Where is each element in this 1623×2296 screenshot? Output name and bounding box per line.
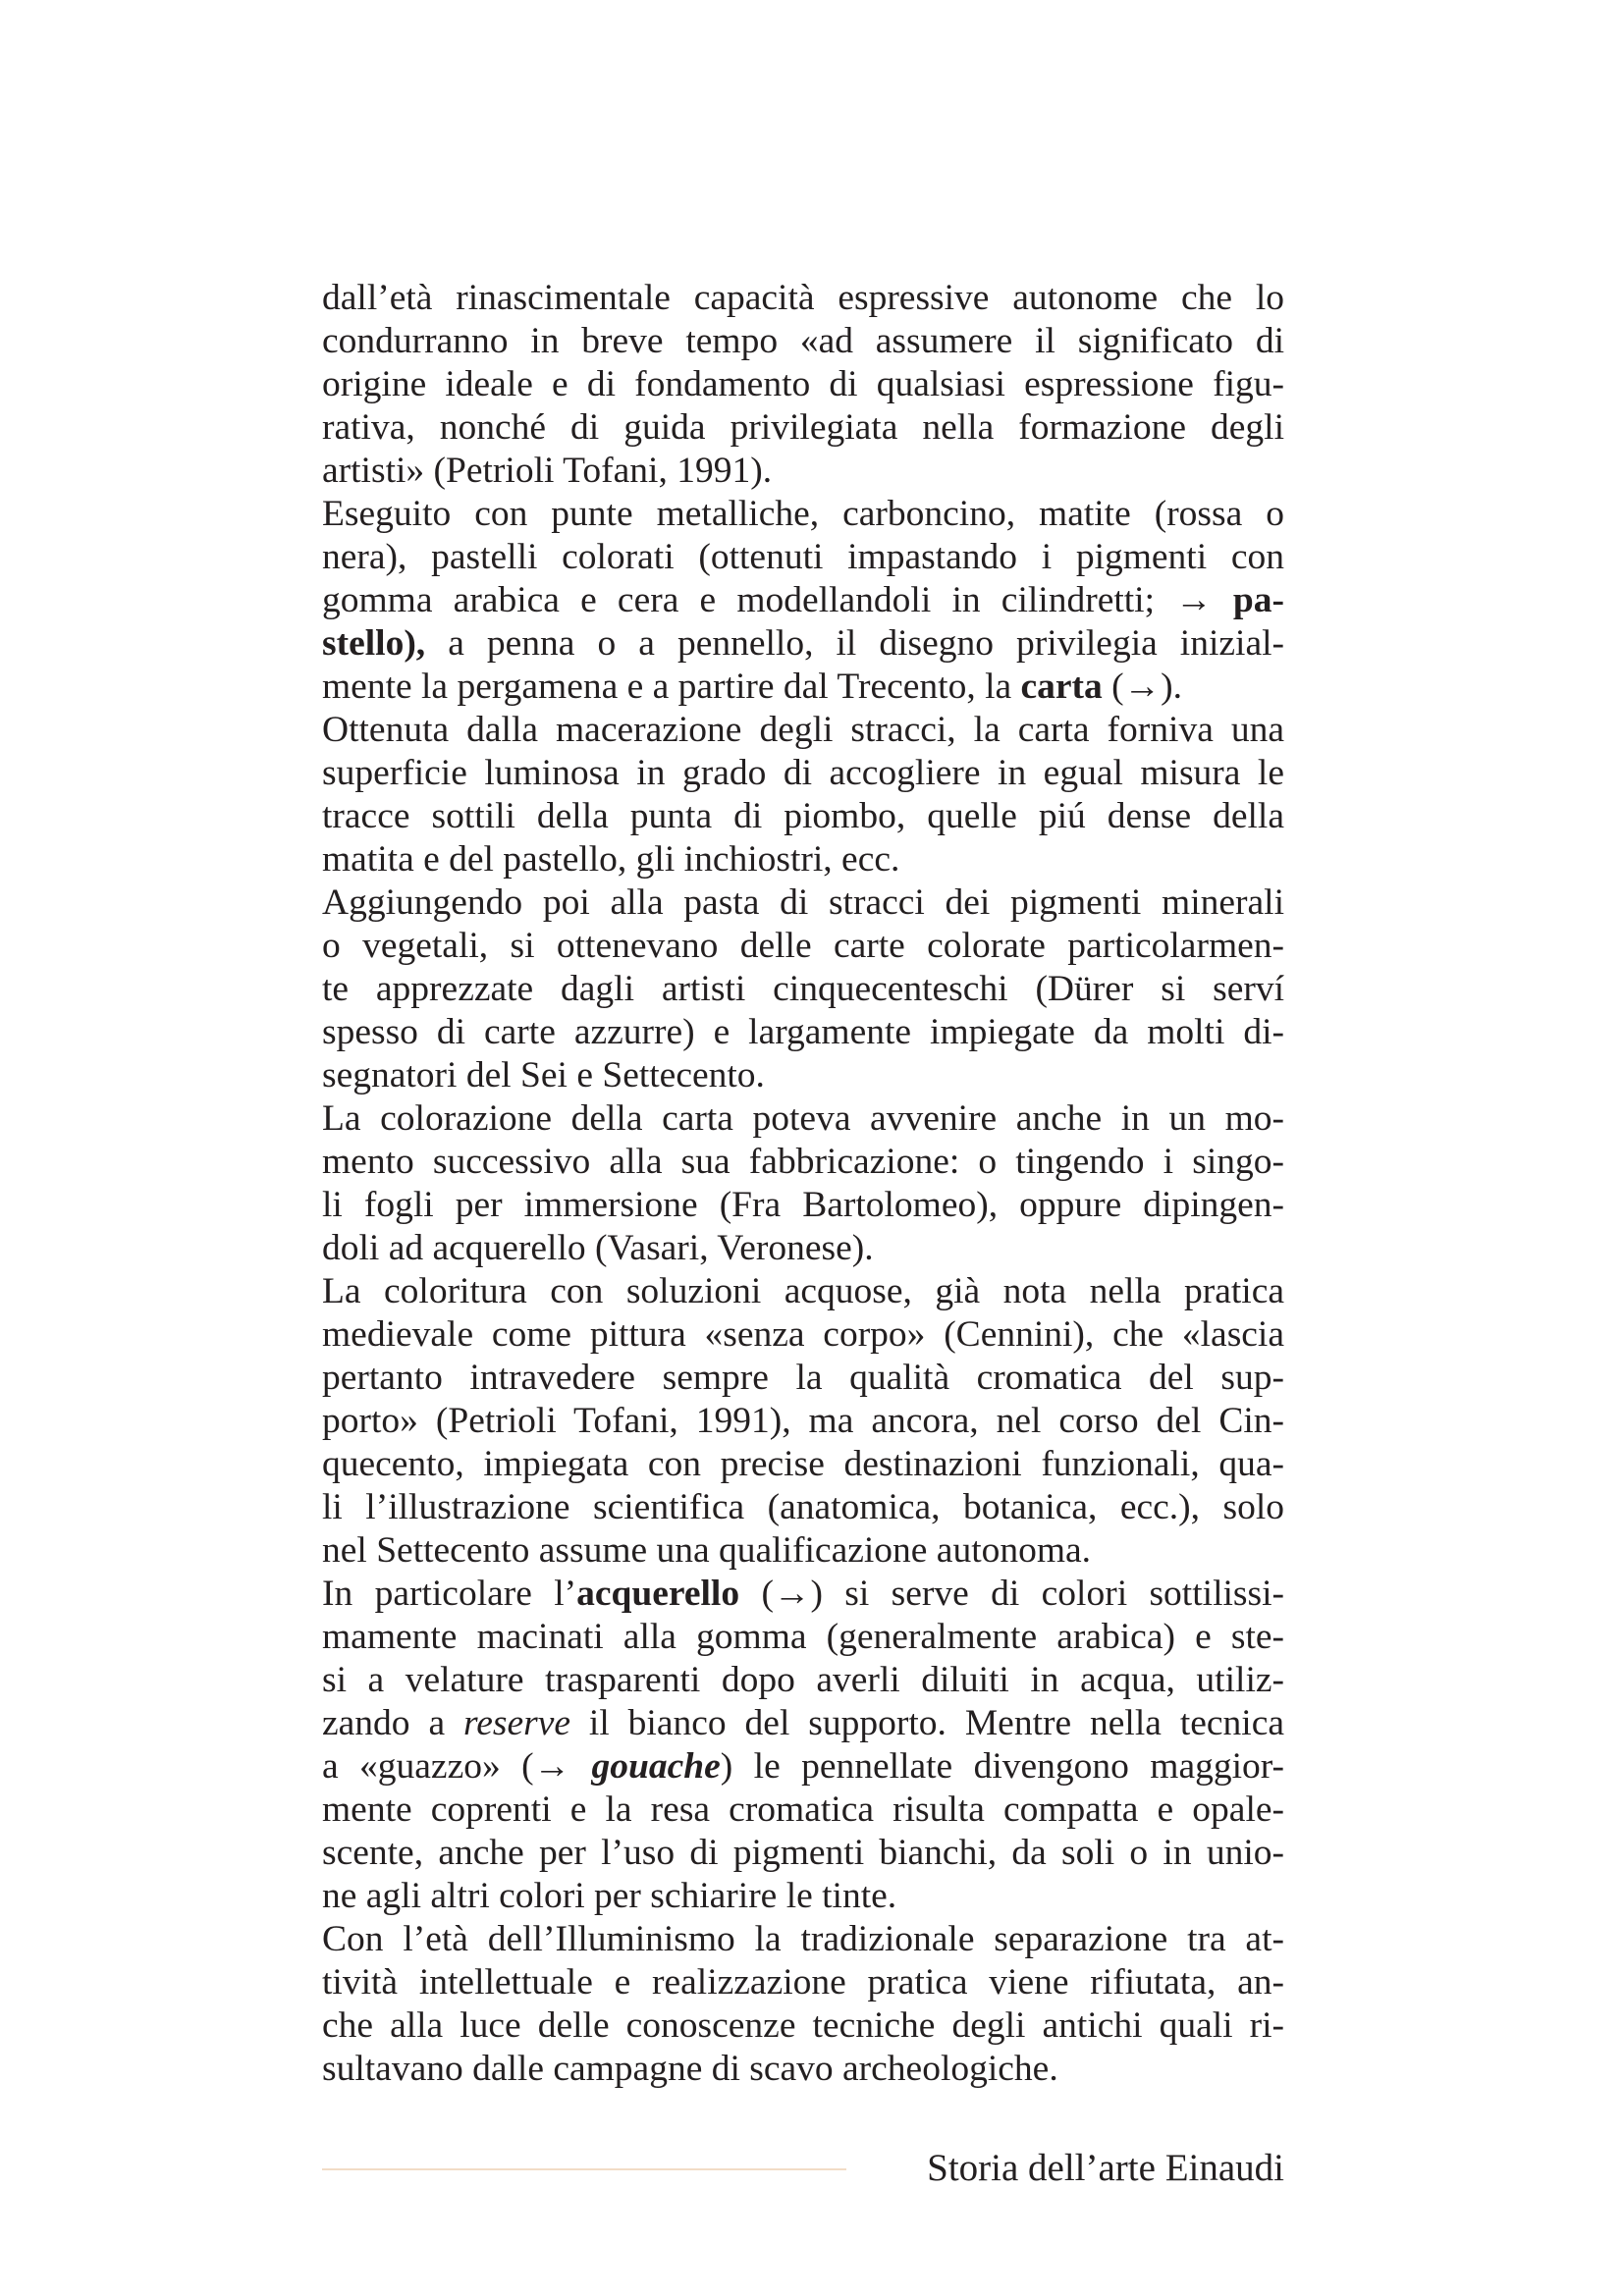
text-run: che alla luce delle conoscenze tecniche degli antichi quali ri-: [322, 2005, 1284, 2046]
text-run: mamente macinati alla gomma (generalmente arabica) e ste-: [322, 1617, 1284, 1657]
text-run: li l’illustrazione scientifica (anatomica, botanica, ecc.), solo: [322, 1487, 1284, 1527]
text-line: [322, 1011, 1284, 1054]
text-run: te apprezzate dagli artisti cinquecenteschi (Dürer si serví: [322, 969, 1284, 1009]
text-run: gomma arabica e cera e modellandoli in cilindretti; →: [322, 580, 1233, 620]
text-line: [322, 968, 1284, 1011]
text-line: [322, 1227, 1284, 1270]
text-run: superficie luminosa in grado di accogliere in egual misura le: [322, 753, 1284, 793]
text-line: [322, 838, 1284, 881]
text-line: [322, 450, 1284, 493]
text-line: [322, 1486, 1284, 1529]
text-run: nera), pastelli colorati (ottenuti impastando i pigmenti con: [322, 537, 1284, 577]
emphasis-term: acquerello: [576, 1574, 740, 1614]
text-run: li fogli per immersione (Fra Bartolomeo), oppure dipingen-: [322, 1185, 1284, 1225]
text-line: [322, 363, 1284, 406]
text-line: [322, 1961, 1284, 2004]
footer-rule: [322, 2168, 846, 2170]
text-run: origine ideale e di fondamento di qualsiasi espressione figu-: [322, 364, 1284, 404]
text-line: [322, 2048, 1284, 2091]
text-run: (→) si serve di colori sottilissi-: [739, 1574, 1284, 1614]
emphasis-term: gouache: [591, 1746, 721, 1787]
text-line: [322, 277, 1284, 320]
text-line: [322, 925, 1284, 968]
text-line: [322, 1832, 1284, 1875]
text-line: [322, 320, 1284, 363]
text-line: [322, 1616, 1284, 1659]
emphasis-term: pa-: [1232, 580, 1284, 620]
text-line: [322, 406, 1284, 450]
text-run: si a velature trasparenti dopo averli diluiti in acqua, utiliz-: [322, 1660, 1284, 1700]
text-run: mente coprenti e la resa cromatica risulta compatta e opale-: [322, 1789, 1284, 1830]
text-run: mente la pergamena e a partire dal Trecento, la: [322, 667, 1021, 707]
text-line: [322, 1054, 1284, 1097]
footer-title: Storia dell’arte Einaudi: [927, 2147, 1284, 2189]
text-line: [322, 1443, 1284, 1486]
text-line: [322, 1918, 1284, 1961]
text-line: [322, 2004, 1284, 2048]
text-run: (→).: [1102, 667, 1183, 707]
text-line: [322, 752, 1284, 795]
text-run: tività intellettuale e realizzazione pratica viene rifiutata, an-: [322, 1962, 1284, 2002]
text-run: Ottenuta dalla macerazione degli stracci, la carta forniva una: [322, 710, 1284, 750]
text-line: [322, 493, 1284, 536]
text-run: ) le pennellate divengono maggior-: [720, 1746, 1284, 1787]
body-text: [322, 277, 1284, 2091]
text-line: [322, 1357, 1284, 1400]
text-line: [322, 1745, 1284, 1789]
text-run: medievale come pittura «senza corpo» (Cennini), che «lascia: [322, 1314, 1284, 1355]
text-line: [322, 881, 1284, 925]
text-run: matita e del pastello, gli inchiostri, ecc.: [322, 839, 900, 880]
text-line: [322, 622, 1284, 666]
text-run: o vegetali, si ottenevano delle carte colorate particolarmen-: [322, 926, 1284, 966]
text-line: [322, 1270, 1284, 1313]
text-run: zando a: [322, 1703, 464, 1743]
text-line: [322, 709, 1284, 752]
text-run: La coloritura con soluzioni acquose, già nota nella pratica: [322, 1271, 1284, 1311]
text-run: nel Settecento assume una qualificazione autonoma.: [322, 1530, 1092, 1571]
text-run: ne agli altri colori per schiarire le tinte.: [322, 1876, 897, 1916]
text-line: [322, 1659, 1284, 1702]
text-line: [322, 1141, 1284, 1184]
text-line: [322, 536, 1284, 579]
text-run: pertanto intravedere sempre la qualità cromatica del sup-: [322, 1358, 1284, 1398]
text-run: Con l’età dell’Illuminismo la tradizionale separazione tra at-: [322, 1919, 1284, 1959]
text-run: In particolare l’: [322, 1574, 577, 1614]
text-run: scente, anche per l’uso di pigmenti bianchi, da soli o in unio-: [322, 1833, 1284, 1873]
text-run: porto» (Petrioli Tofani, 1991), ma ancora, nel corso del Cin-: [322, 1401, 1284, 1441]
emphasis-term: reserve: [463, 1703, 570, 1743]
text-line: [322, 795, 1284, 838]
text-line: [322, 1184, 1284, 1227]
text-line: [322, 1313, 1284, 1357]
text-line: [322, 666, 1284, 709]
text-run: tracce sottili della punta di piombo, quelle piú dense della: [322, 796, 1284, 836]
text-line: [322, 1400, 1284, 1443]
text-line: [322, 1702, 1284, 1745]
text-line: [322, 1529, 1284, 1573]
text-line: [322, 1573, 1284, 1616]
text-run: Eseguito con punte metalliche, carboncino, matite (rossa o: [322, 494, 1284, 534]
emphasis-term: carta: [1020, 667, 1103, 707]
text-line: [322, 1789, 1284, 1832]
text-run: quecento, impiegata con precise destinazioni funzionali, qua-: [322, 1444, 1284, 1484]
text-run: doli ad acquerello (Vasari, Veronese).: [322, 1228, 874, 1268]
text-run: Aggiungendo poi alla pasta di stracci dei pigmenti minerali: [322, 882, 1284, 923]
text-run: a «guazzo» (→: [322, 1746, 592, 1787]
text-run: condurranno in breve tempo «ad assumere il significato di: [322, 321, 1284, 361]
text-run: segnatori del Sei e Settecento.: [322, 1055, 765, 1095]
text-run: dall’età rinascimentale capacità espressive autonome che lo: [322, 278, 1284, 318]
text-run: artisti» (Petrioli Tofani, 1991).: [322, 451, 773, 491]
emphasis-term: stello),: [322, 623, 426, 664]
text-run: il bianco del supporto. Mentre nella tecnica: [570, 1703, 1284, 1743]
text-run: rativa, nonché di guida privilegiata nella formazione degli: [322, 407, 1284, 448]
text-run: sultavano dalle campagne di scavo archeologiche.: [322, 2049, 1058, 2089]
text-run: spesso di carte azzurre) e largamente impiegate da molti di-: [322, 1012, 1284, 1052]
text-run: La colorazione della carta poteva avvenire anche in un mo-: [322, 1098, 1284, 1139]
text-run: mento successivo alla sua fabbricazione: o tingendo i singo-: [322, 1142, 1284, 1182]
text-line: [322, 579, 1284, 622]
text-run: a penna o a pennello, il disegno privilegia inizial-: [425, 623, 1284, 664]
page-footer: [322, 2140, 1284, 2199]
text-line: [322, 1097, 1284, 1141]
text-line: [322, 1875, 1284, 1918]
